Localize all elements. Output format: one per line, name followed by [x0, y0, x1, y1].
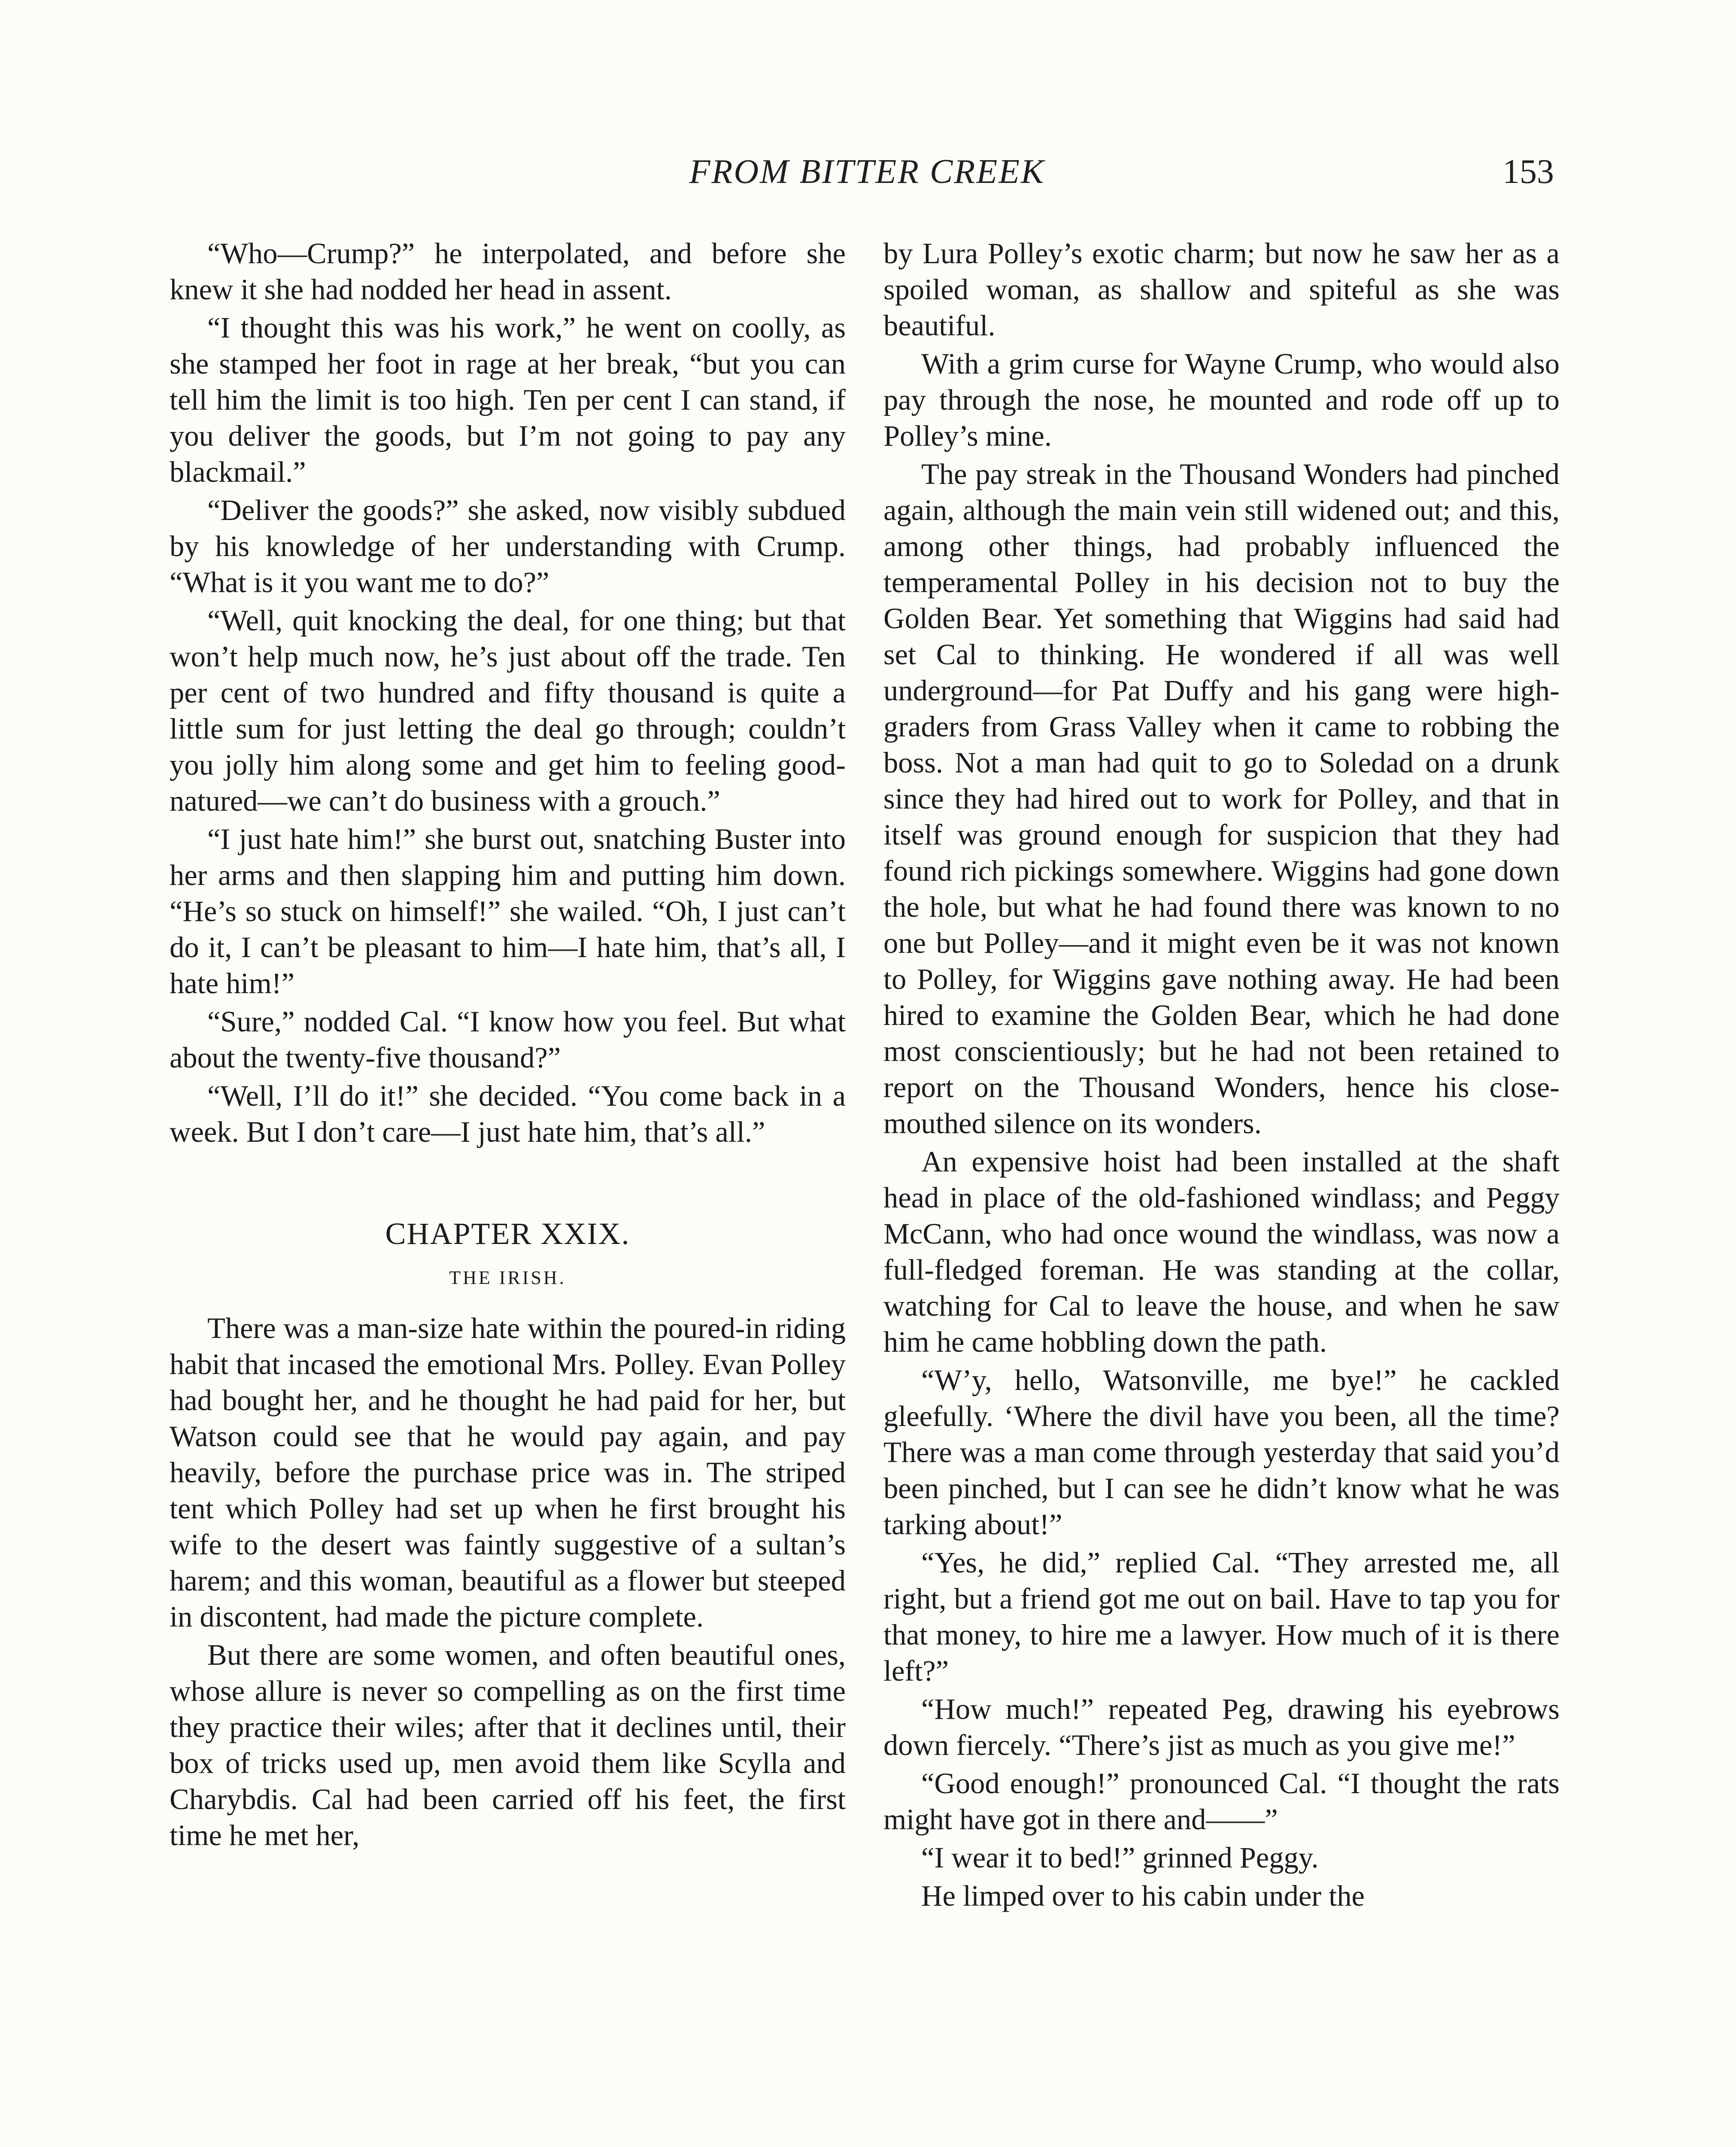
paragraph: With a grim curse for Wayne Crump, who would also pay through the nose, he mounted and rode off up to Polley’s mine. [883, 347, 1560, 452]
continued-paragraph: by Lura Polley’s exotic charm; but now he saw her as a spoiled woman, as shallow and spiteful as she was beautiful. [883, 237, 1560, 342]
paragraph: “W’y, hello, Watsonville, me bye!” he cackled gleefully. ‘Where the divil have you been, all the time? There was a man come through yesterday that said you’d been pinched, but I can see he didn’t know what he was tarking about!” [883, 1364, 1560, 1541]
chapter-heading [170, 1214, 846, 1291]
left-column [170, 235, 846, 1855]
running-title: FROM BITTER CREEK [689, 153, 1045, 191]
page-number: 153 [1502, 153, 1554, 191]
paragraph: “Good enough!” pronounced Cal. “I thought the rats might have got in there and——” [883, 1767, 1560, 1836]
right-column [883, 235, 1560, 1916]
paragraph: He limped over to his cabin under the [921, 1879, 1365, 1912]
paragraph: “Who—Crump?” he interpolated, and before she knew it she had nodded her head in assent. [170, 237, 846, 306]
paragraph: “Yes, he did,” replied Cal. “They arrested me, all right, but a friend got me out on bail. Have to tap you for that money, to hire me a lawyer. How much of it is there left?” [883, 1546, 1560, 1687]
paragraph: An expensive hoist had been installed at the shaft head in place of the old-fashioned windlass; and Peggy McCann, who had once wound the windlass, was now a full-fledged foreman. He was standing at the collar, watching for Cal to leave the house, and when he saw him he came hobbling down the path. [883, 1145, 1560, 1358]
paragraph: “Sure,” nodded Cal. “I know how you feel. But what about the twenty-five thousand?” [170, 1005, 846, 1074]
paragraph: “How much!” repeated Peg, drawing his eyebrows down fiercely. “There’s jist as much as you give me!” [883, 1693, 1560, 1761]
paragraph: “Well, I’ll do it!” she decided. “You come back in a week. But I don’t care—I just hate him, that’s all.” [170, 1080, 846, 1148]
paragraph: There was a man-size hate within the poured-in riding habit that incased the emotional Mrs. Polley. Evan Polley had bought her, and he thought he had paid for her, but Watson could see that he would pay again, and pay heavily, before the purchase price was in. The striped tent which Polley had set up when he first brought his wife to the desert was faintly suggestive of a sultan’s harem; and this woman, beautiful as a flower but steeped in discontent, had made the picture complete. [170, 1312, 846, 1633]
chapter-subtitle: THE IRISH. [449, 1267, 566, 1288]
chapter-number: CHAPTER XXIX. [385, 1216, 630, 1251]
paragraph: “Deliver the goods?” she asked, now visibly subdued by his knowledge of her understanding with Crump. “What is it you want me to do?” [170, 494, 846, 599]
paragraph: “I just hate him!” she burst out, snatching Buster into her arms and then slapping him and putting him down. “He’s so stuck on himself!” she wailed. “Oh, I just can’t do it, I can’t be pleasant to him—I hate him, that’s all, I hate him!” [170, 823, 846, 1000]
running-head [0, 152, 1736, 204]
paragraph: “I thought this was his work,” he went on coolly, as she stamped her foot in rage at her break, “but you can tell him the limit is too high. Ten per cent I can stand, if you deliver the goods, but I’m not going to pay any blackmail.” [170, 311, 846, 488]
paragraph: The pay streak in the Thousand Wonders had pinched again, although the main vein still widened out; and this, among other things, had probably influenced the temperamental Polley in his decision not to buy the Golden Bear. Yet something that Wiggins had said had set Cal to thinking. He wondered if all was well underground—for Pat Duffy and his gang were high-graders from Grass Valley when it came to robbing the boss. Not a man had quit to go to Soledad on a drunk since they had hired out to work for Polley, and that in itself was ground enough for suspicion that they had found rich pickings somewhere. Wiggins had gone down the hole, but what he had found there was known to no one but Polley—and it might even be it was not known to Polley, for Wiggins gave nothing away. He had been hired to examine the Golden Bear, which he had done most conscientiously; but he had not been retained to report on the Thousand Wonders, hence his close-mouthed silence on its wonders. [883, 458, 1560, 1140]
paragraph: But there are some women, and often beautiful ones, whose allure is never so compelling as on the first time they practice their wiles; after that it declines until, their box of tricks used up, men avoid them like Scylla and Charybdis. Cal had been carried off his feet, the first time he met her, [170, 1639, 846, 1852]
paragraph: “I wear it to bed!” grinned Peggy. [921, 1841, 1319, 1874]
paragraph: “Well, quit knocking the deal, for one thing; but that won’t help much now, he’s just about off the trade. Ten per cent of two hundred and fifty thousand is quite a little sum for just letting the deal go through; couldn’t you jolly him along some and get him to feeling good-natured—we can’t do business with a grouch.” [170, 604, 846, 817]
